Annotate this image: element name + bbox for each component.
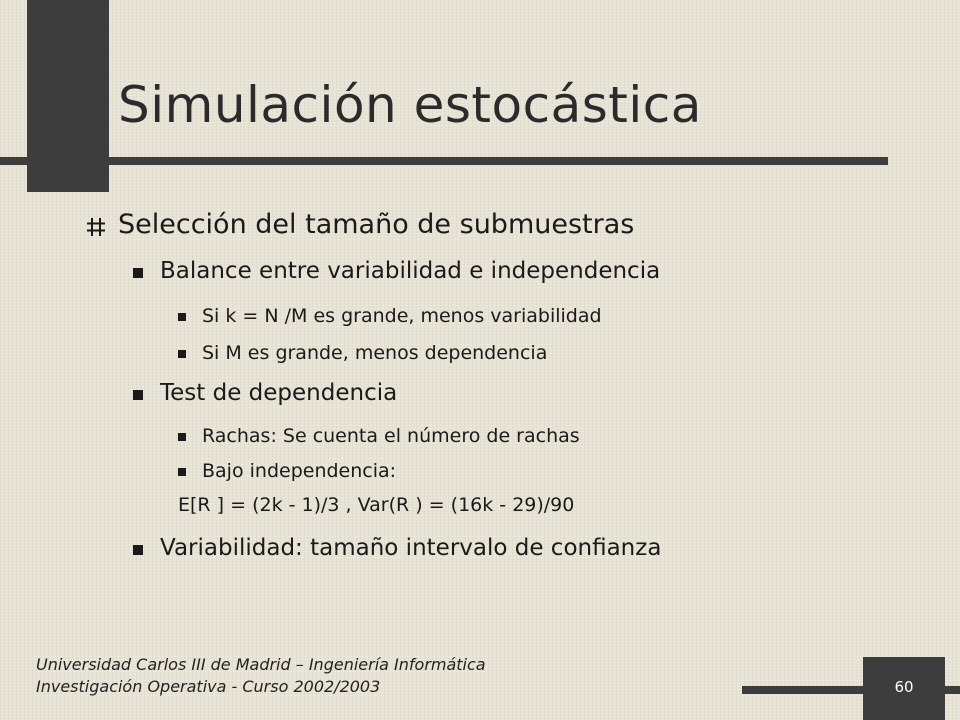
formula-text: E[R ] = (2k - 1)/3 , Var(R ) = (16k - 29)/90: [178, 494, 575, 516]
hash-bullet-icon: [86, 217, 106, 237]
bullet-balance-sub2-text: Si M es grande, menos dependencia: [202, 342, 548, 364]
square-bullet-icon: [178, 468, 186, 476]
slide-title: Simulación estocástica: [118, 76, 702, 134]
square-bullet-icon: [133, 545, 143, 555]
footer-line-university: Universidad Carlos III de Madrid – Ingeniería Informática: [36, 655, 486, 674]
square-bullet-icon: [178, 350, 186, 358]
square-bullet-icon: [133, 390, 143, 400]
frame-bar-top-horizontal: [0, 157, 888, 165]
footer-line-course: Investigación Operativa - Curso 2002/2003: [36, 677, 381, 696]
square-bullet-icon: [178, 313, 186, 321]
bullet-balance-text: Balance entre variabilidad e independencia: [160, 258, 661, 284]
square-bullet-icon: [133, 268, 143, 278]
bullet-test-sub1-text: Rachas: Se cuenta el número de rachas: [202, 425, 580, 447]
square-bullet-icon: [178, 433, 186, 441]
bullet-test-text: Test de dependencia: [160, 380, 398, 406]
bullet-variability-text: Variabilidad: tamaño intervalo de confianza: [160, 535, 662, 561]
bullet-test-sub2-text: Bajo independencia:: [202, 460, 397, 482]
footer: [36, 654, 486, 698]
bullet-heading-text: Selección del tamaño de submuestras: [118, 209, 635, 240]
bullet-balance-sub1-text: Si k = N /M es grande, menos variabilidad: [202, 305, 602, 327]
page-number: 60: [894, 678, 914, 696]
